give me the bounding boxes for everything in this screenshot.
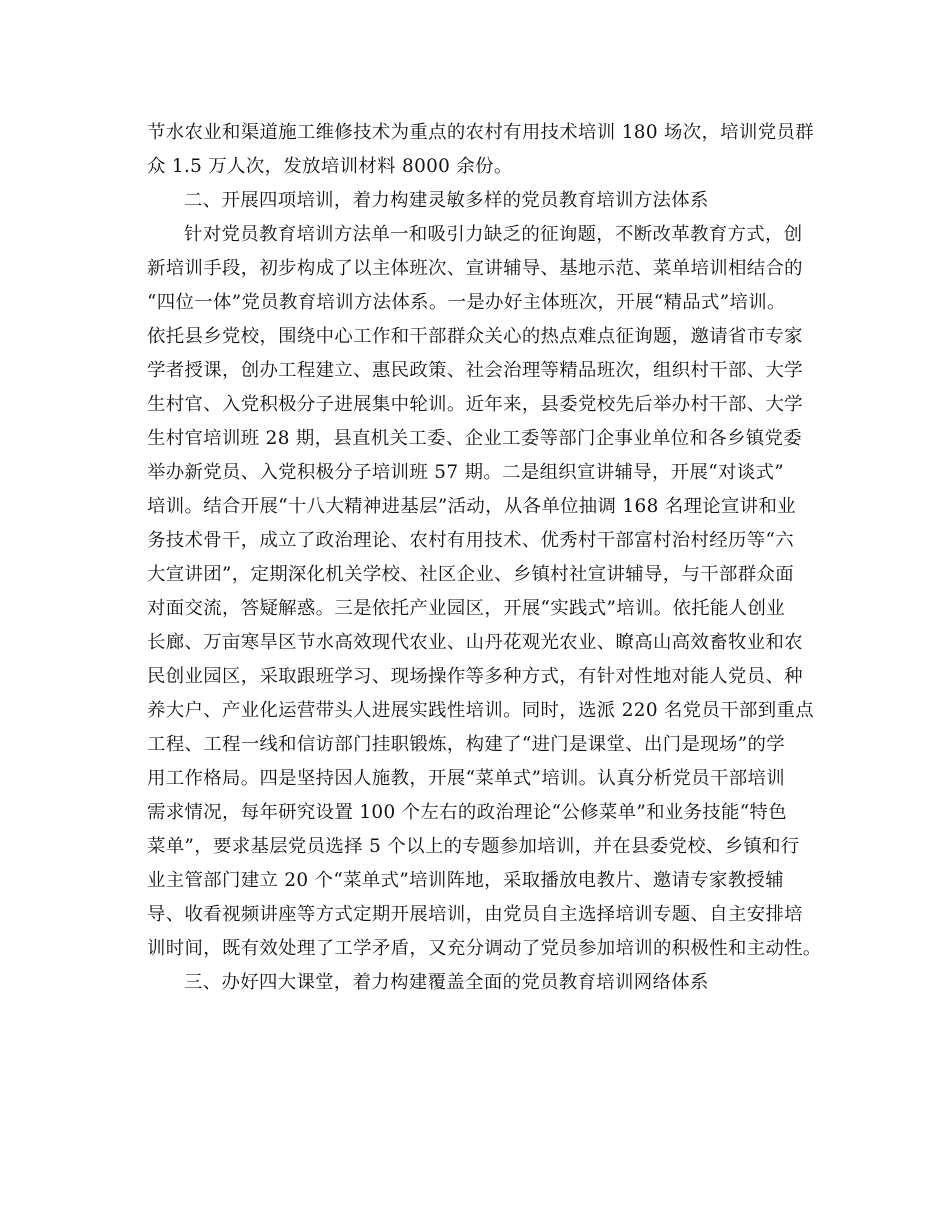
text-line-8: 学者授课，创办工程建立、惠民政策、社会治理等精品班次，组织村干部、大学 xyxy=(147,360,803,381)
text-line-18: 养大户、产业化运营带头人进展实践性培训。同时，选派 220 名党员干部到重点 xyxy=(147,700,814,721)
text-line-10: 生村官培训班 28 期，县直机关工委、企业工委等部门企事业单位和各乡镇党委 xyxy=(147,428,802,449)
text-line-17: 民创业园区，采取跟班学习、现场操作等多种方式，有针对性地对能人党员、种 xyxy=(147,666,803,687)
text-line-24: 导、收看视频讲座等方式定期开展培训，由党员自主选择培训专题、自主安排培 xyxy=(147,904,803,925)
text-line-20: 用工作格局。四是坚持因人施教，开展“菜单式”培训。认真分析党员干部培训 xyxy=(147,768,785,789)
text-line-13: 务技术骨干，成立了政治理论、农村有用技术、优秀村干部富村治村经历等“六 xyxy=(147,530,794,551)
text-line-2: 众 1.5 万人次，发放培训材料 8000 余份。 xyxy=(147,156,513,177)
text-line-15: 对面交流，答疑解惑。三是依托产业园区，开展“实践式”培训。依托能人创业 xyxy=(147,598,785,619)
text-line-14: 大宣讲团”，定期深化机关学校、社区企业、乡镇村社宣讲辅导，与干部群众面 xyxy=(147,564,794,585)
text-line-16: 长廊、万亩寒旱区节水高效现代农业、山丹花观光农业、瞭高山高效畜牧业和农 xyxy=(147,632,803,653)
text-line-21: 需求情况，每年研究设置 100 个左右的政治理论“公修菜单”和业务技能“特色 xyxy=(147,802,788,823)
text-line-25: 训时间，既有效处理了工学矛盾，又充分调动了党员参加培训的积极性和主动性。 xyxy=(147,938,822,959)
paragraph-start-line: 针对党员教育培训方法单一和吸引力缺乏的征询题，不断改革教育方式，创 xyxy=(184,224,803,245)
text-line-23: 业主管部门建立 20 个“菜单式”培训阵地，采取播放电教片、邀请专家教授辅 xyxy=(147,870,784,891)
text-line-1: 节水农业和渠道施工维修技术为重点的农村有用技术培训 180 场次，培训党员群 xyxy=(147,122,814,143)
text-line-6: “四位一体”党员教育培训方法体系。一是办好主体班次，开展“精品式”培训。 xyxy=(147,292,786,313)
text-line-5: 新培训手段，初步构成了以主体班次、宣讲辅导、基地示范、菜单培训相结合的 xyxy=(147,258,803,279)
section-heading-2: 二、开展四项培训，着力构建灵敏多样的党员教育培训方法体系 xyxy=(184,190,709,211)
text-line-22: 菜单”，要求基层党员选择 5 个以上的专题参加培训，并在县委党校、乡镇和行 xyxy=(147,836,800,857)
text-line-7: 依托县乡党校，围绕中心工作和干部群众关心的热点难点征询题，邀请省市专家 xyxy=(147,326,803,347)
section-heading-3: 三、办好四大课堂，着力构建覆盖全面的党员教育培训网络体系 xyxy=(184,972,709,993)
text-line-12: 培训。结合开展“十八大精神进基层”活动，从各单位抽调 168 名理论宣讲和业 xyxy=(147,496,797,517)
text-line-19: 工程、工程一线和信访部门挂职锻炼，构建了“进门是课堂、出门是现场”的学 xyxy=(147,734,785,755)
document-body xyxy=(147,116,827,1000)
text-line-11: 举办新党员、入党积极分子培训班 57 期。二是组织宣讲辅导，开展“对谈式” xyxy=(147,462,784,483)
text-line-9: 生村官、入党积极分子进展集中轮训。近年来，县委党校先后举办村干部、大学 xyxy=(147,394,803,415)
